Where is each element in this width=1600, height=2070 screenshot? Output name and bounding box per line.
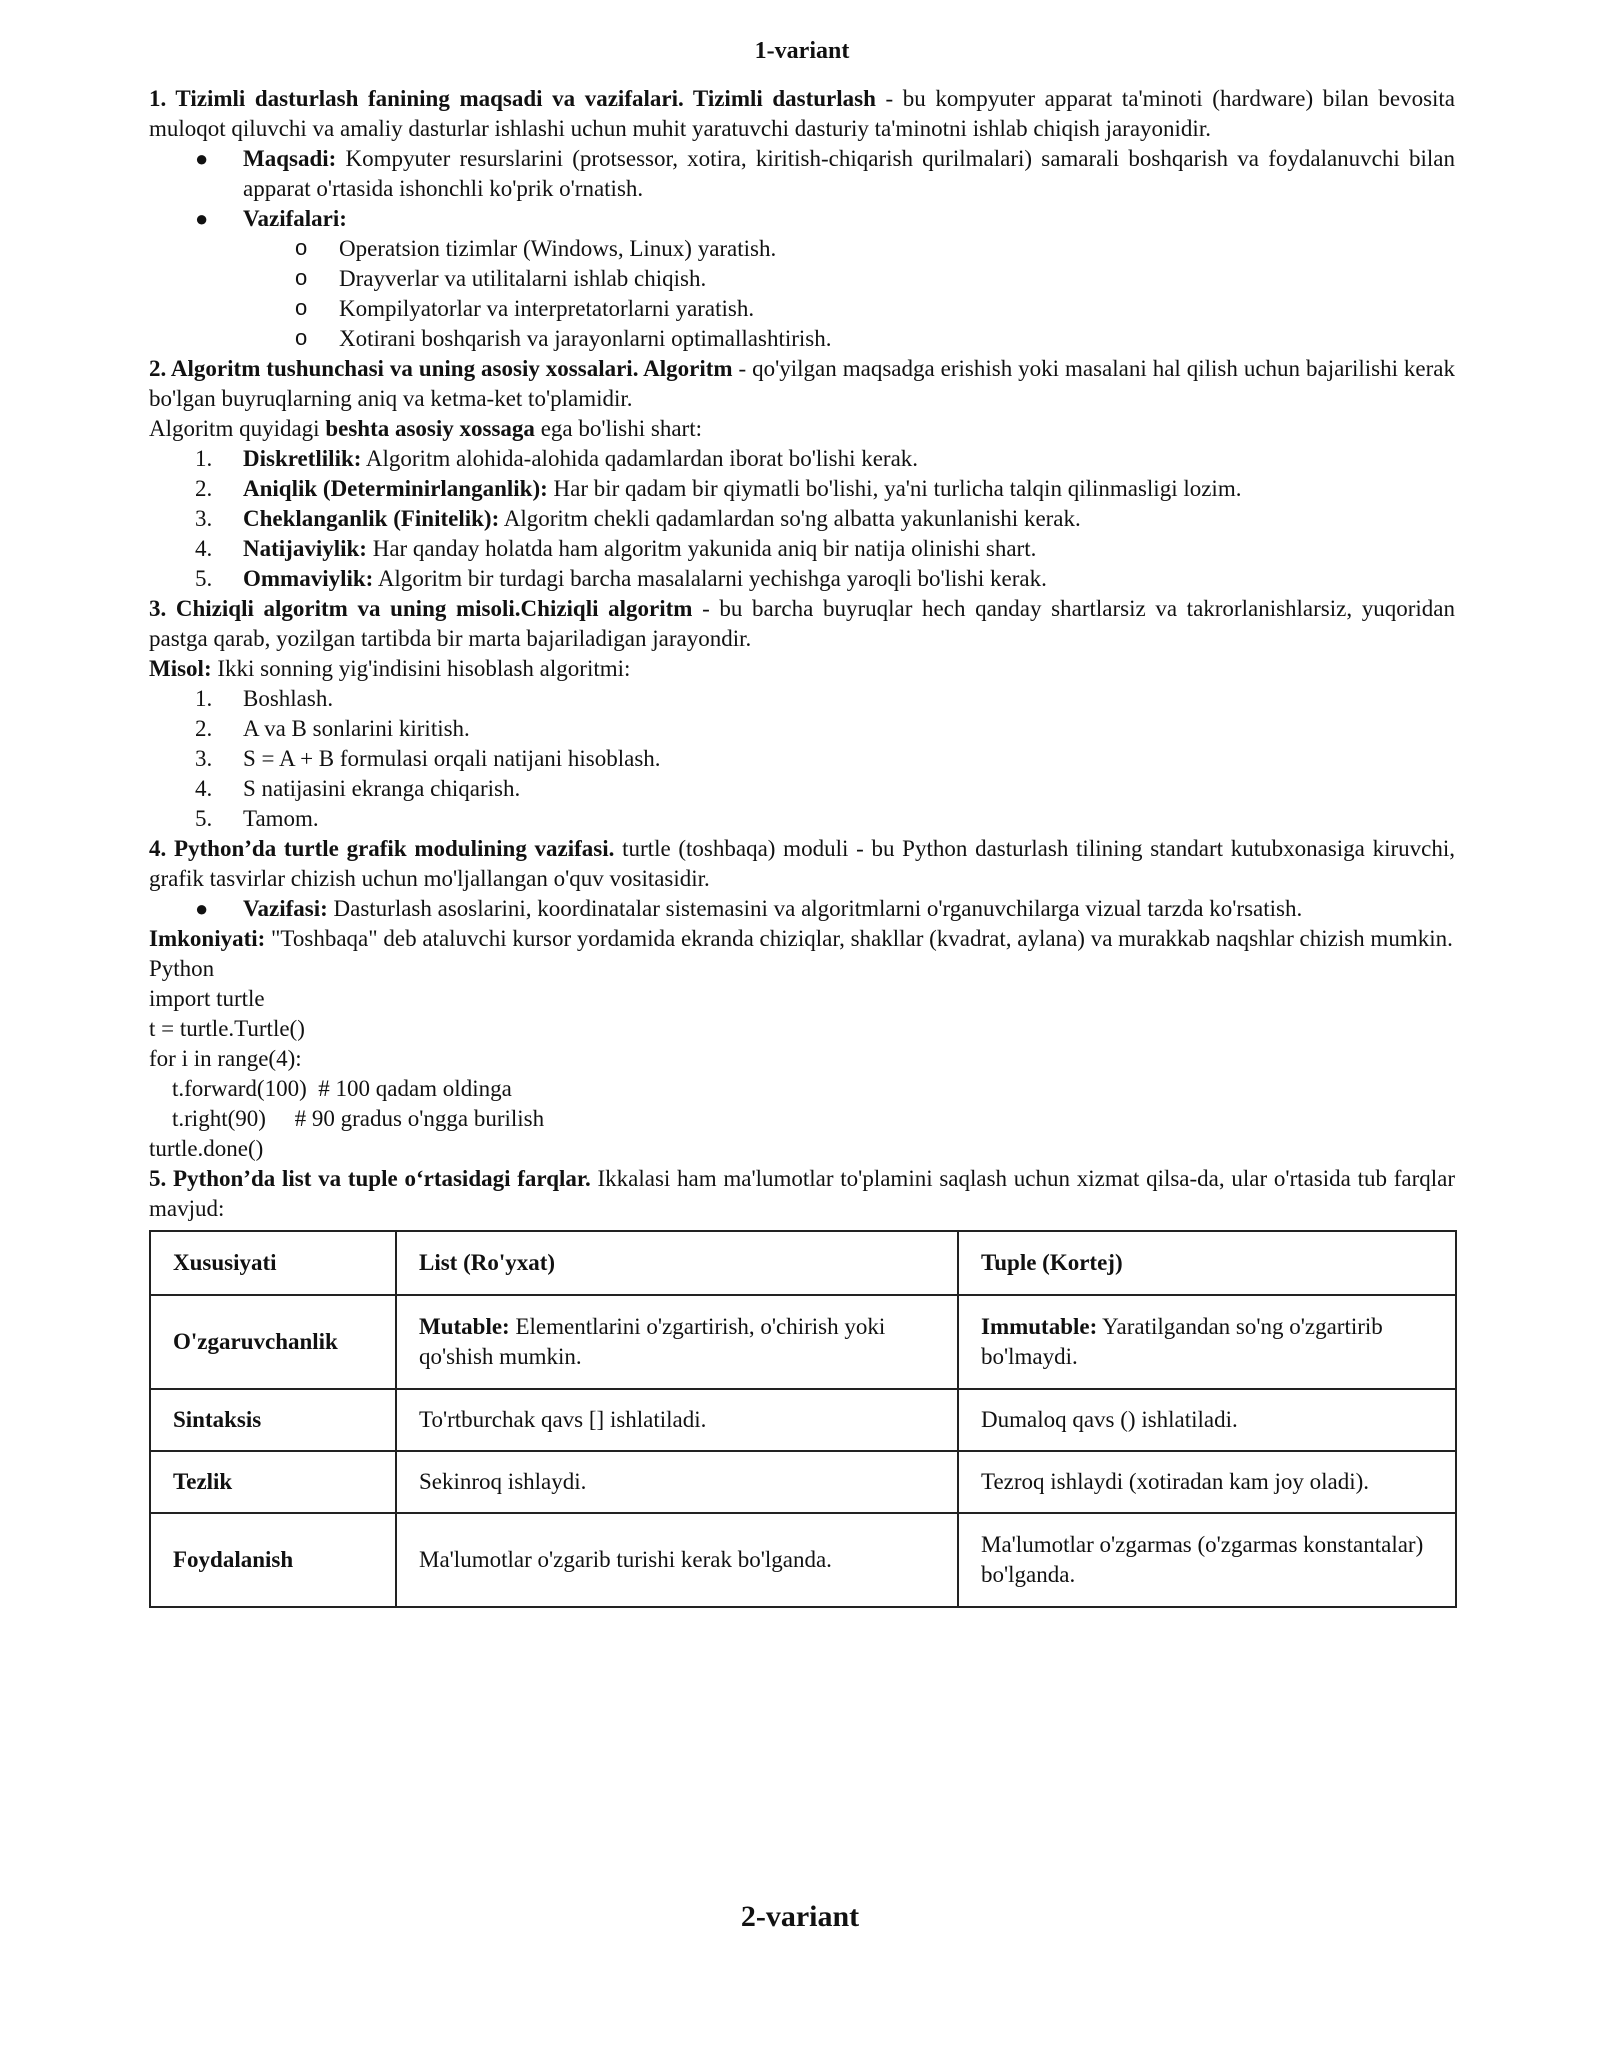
task-text: Operatsion tizimlar (Windows, Linux) yaratish. bbox=[339, 236, 777, 261]
table-header-cell: Tuple (Kortej) bbox=[958, 1231, 1456, 1295]
list-item bbox=[149, 204, 1455, 234]
table-header-cell: List (Ro'yxat) bbox=[396, 1231, 958, 1295]
cell-text: Yaratilgandan so'ng o'zgartirib bo'lmaydi. bbox=[981, 1314, 1383, 1369]
table-header-cell: Xususiyati bbox=[150, 1231, 396, 1295]
list-item bbox=[149, 684, 1455, 714]
variant-2-title: 2-variant bbox=[740, 1900, 860, 1933]
code-line: Python bbox=[149, 956, 215, 981]
cell-text: Ma'lumotlar o'zgarmas (o'zgarmas konstantalar) bo'lganda. bbox=[981, 1532, 1424, 1587]
task-text: Kompilyatorlar va interpretatorlarni yaratish. bbox=[339, 296, 755, 321]
item-text: Har qanday holatda ham algoritm yakunida aniq bir natija olinishi shart. bbox=[366, 536, 1037, 561]
bullet-label: Vazifalari: bbox=[243, 206, 347, 231]
table-row bbox=[150, 1389, 1456, 1451]
example-label: Misol: bbox=[149, 656, 212, 681]
properties-list bbox=[149, 444, 1455, 594]
example-text: Ikki sonning yig'indisini hisoblash algoritmi: bbox=[211, 656, 631, 681]
table-row bbox=[150, 1295, 1456, 1389]
item-number: 2. bbox=[195, 716, 213, 741]
list-item bbox=[149, 714, 1455, 744]
section-4-text: turtle (toshbaqa) moduli - bu Python dasturlash tilining standart kutubxonasiga kiruvchi, grafik tasvirlar chizish uchun mo'ljallangan o'quv vositasidir. bbox=[149, 836, 1455, 891]
document-page bbox=[149, 36, 1455, 1608]
bullet-icon: ● bbox=[195, 206, 209, 231]
intro-text: Algoritm quyidagi bbox=[149, 416, 326, 441]
table-row bbox=[150, 1451, 1456, 1513]
list-item bbox=[149, 294, 1455, 324]
code-block bbox=[149, 954, 1455, 1164]
table-cell-list bbox=[396, 1295, 958, 1389]
section-1-text: - bu kompyuter apparat ta'minoti (hardware) bilan bevosita muloqot qiluvchi va amaliy dasturlar ishlashi uchun muhit yaratuvchi dasturiy ta'minotni ishlab chiqish jarayonidir. bbox=[149, 86, 1456, 141]
cell-text: Dumaloq qavs () ishlatiladi. bbox=[981, 1407, 1238, 1432]
list-item bbox=[149, 504, 1455, 534]
list-item bbox=[149, 564, 1455, 594]
code-line: turtle.done() bbox=[149, 1136, 264, 1161]
section-5-paragraph bbox=[149, 1164, 1455, 1224]
table-cell-tuple bbox=[958, 1389, 1456, 1451]
item-label: Diskretlilik: bbox=[243, 446, 362, 471]
section-4-bullets bbox=[149, 894, 1455, 924]
comparison-table bbox=[149, 1230, 1457, 1608]
item-number: 3. bbox=[195, 506, 213, 531]
table-cell-tuple bbox=[958, 1451, 1456, 1513]
circle-bullet-icon: o bbox=[295, 295, 308, 320]
item-number: 5. bbox=[195, 806, 213, 831]
tasks-list bbox=[149, 234, 1455, 354]
table-cell-list bbox=[396, 1451, 958, 1513]
code-line: for i in range(4): bbox=[149, 1046, 302, 1071]
cell-text: Sekinroq ishlaydi. bbox=[419, 1469, 587, 1494]
list-item bbox=[149, 264, 1455, 294]
cell-text: Ma'lumotlar o'zgarib turishi kerak bo'lganda. bbox=[419, 1547, 832, 1572]
table-cell-list bbox=[396, 1389, 958, 1451]
section-4-heading: 4. Python’da turtle grafik modulining vazifasi. bbox=[149, 836, 615, 861]
item-text: Tamom. bbox=[243, 806, 319, 831]
intro-text: ega bo'lishi shart: bbox=[534, 416, 702, 441]
item-number: 4. bbox=[195, 776, 213, 801]
bullet-icon: ● bbox=[195, 896, 209, 921]
section-2-paragraph bbox=[149, 354, 1455, 414]
section-5-heading: 5. Python’da list va tuple o‘rtasidagi farqlar. bbox=[149, 1166, 591, 1191]
list-item bbox=[149, 444, 1455, 474]
table-header-row bbox=[150, 1231, 1456, 1295]
cell-bold: Mutable: bbox=[419, 1314, 510, 1339]
section-2-text: - qo'yilgan maqsadga erishish yoki masalani hal qilish uchun bajarilishi kerak bo'lgan buyruqlarning aniq va ketma-ket to'plamidir. bbox=[149, 356, 1456, 411]
table-cell-list bbox=[396, 1513, 958, 1607]
item-text: S = A + B formulasi orqali natijani hisoblash. bbox=[243, 746, 661, 771]
code-line: t = turtle.Turtle() bbox=[149, 1016, 305, 1041]
circle-bullet-icon: o bbox=[295, 235, 308, 260]
code-line: t.forward(100) # 100 qadam oldinga bbox=[149, 1076, 512, 1101]
bullet-text: Dasturlash asoslarini, koordinatalar sistemasini va algoritmlarni o'rganuvchilarga vizual tarzda ko'rsatish. bbox=[327, 896, 1303, 921]
task-text: Xotirani boshqarish va jarayonlarni optimallashtirish. bbox=[339, 326, 832, 351]
example-line bbox=[149, 654, 1455, 684]
table-cell-property: O'zgaruvchanlik bbox=[150, 1295, 396, 1389]
list-item bbox=[149, 744, 1455, 774]
item-label: Natijaviylik: bbox=[243, 536, 367, 561]
cell-text: Elementlarini o'zgartirish, o'chirish yoki qo'shish mumkin. bbox=[419, 1314, 886, 1369]
circle-bullet-icon: o bbox=[295, 265, 308, 290]
circle-bullet-icon: o bbox=[295, 325, 308, 350]
code-line: t.right(90) # 90 gradus o'ngga burilish bbox=[149, 1106, 545, 1131]
table-cell-tuple bbox=[958, 1295, 1456, 1389]
bullet-label: Maqsadi: bbox=[243, 146, 337, 171]
cell-text: Tezroq ishlaydi (xotiradan kam joy oladi). bbox=[981, 1469, 1370, 1494]
table-cell-property: Foydalanish bbox=[150, 1513, 396, 1607]
intro-bold: beshta asosiy xossaga bbox=[325, 416, 535, 441]
cell-bold: Immutable: bbox=[981, 1314, 1098, 1339]
capability-text: "Toshbaqa" deb ataluvchi kursor yordamida ekranda chiziqlar, shakllar (kvadrat, aylana) va murakkab naqshlar chizish mumkin. bbox=[265, 926, 1453, 951]
cell-text: To'rtburchak qavs [] ishlatiladi. bbox=[419, 1407, 707, 1432]
item-text: Algoritm bir turdagi barcha masalalarni yechishga yaroqli bo'lishi kerak. bbox=[373, 566, 1047, 591]
list-item bbox=[149, 894, 1455, 924]
item-number: 3. bbox=[195, 746, 213, 771]
item-text: Boshlash. bbox=[243, 686, 334, 711]
item-label: Ommaviylik: bbox=[243, 566, 374, 591]
section-5-text: Ikkalasi ham ma'lumotlar to'plamini saqlash uchun xizmat qilsa-da, ular o'rtasida tub farqlar mavjud: bbox=[149, 1166, 1455, 1221]
bullet-icon: ● bbox=[195, 146, 209, 171]
item-label: Aniqlik (Determinirlanganlik): bbox=[243, 476, 548, 501]
list-item bbox=[149, 774, 1455, 804]
section-1-bullets bbox=[149, 144, 1455, 234]
capability-paragraph bbox=[149, 924, 1455, 954]
item-number: 5. bbox=[195, 566, 213, 591]
list-item bbox=[149, 474, 1455, 504]
section-2-heading: 2. Algoritm tushunchasi va uning asosiy xossalari. Algoritm bbox=[149, 356, 733, 381]
item-label: Cheklanganlik (Finitelik): bbox=[243, 506, 500, 531]
item-text: Algoritm alohida-alohida qadamlardan iborat bo'lishi kerak. bbox=[361, 446, 919, 471]
code-line: import turtle bbox=[149, 986, 265, 1011]
item-text: Har bir qadam bir qiymatli bo'lishi, ya'ni turlicha talqin qilinmasligi lozim. bbox=[547, 476, 1242, 501]
table-row bbox=[150, 1513, 1456, 1607]
section-3-text: - bu barcha buyruqlar hech qanday shartlarsiz va takrorlanishlarsiz, yuqoridan pastga qarab, yozilgan tartibda bir marta bajariladigan jarayondir. bbox=[149, 596, 1455, 651]
bullet-label: Vazifasi: bbox=[243, 896, 328, 921]
section-3-heading: 3. Chiziqli algoritm va uning misoli.Chiziqli algoritm bbox=[149, 596, 693, 621]
table-cell-property: Tezlik bbox=[150, 1451, 396, 1513]
table-cell-tuple bbox=[958, 1513, 1456, 1607]
list-item bbox=[149, 144, 1455, 204]
section-3-paragraph bbox=[149, 594, 1455, 654]
item-text: S natijasini ekranga chiqarish. bbox=[243, 776, 521, 801]
section-1-heading: 1. Tizimli dasturlash fanining maqsadi va vazifalari. Tizimli dasturlash bbox=[149, 86, 876, 111]
item-text: Algoritm chekli qadamlardan so'ng albatta yakunlanishi kerak. bbox=[499, 506, 1081, 531]
task-text: Drayverlar va utilitalarni ishlab chiqish. bbox=[339, 266, 707, 291]
variant-title: 1-variant bbox=[754, 38, 850, 64]
steps-list bbox=[149, 684, 1455, 834]
list-item bbox=[149, 324, 1455, 354]
bullet-text: Kompyuter resurslarini (protsessor, xotira, kiritish-chiqarish qurilmalari) samarali boshqarish va foydalanuvchi bilan apparat o'rtasida ishonchli ko'prik o'rnatish. bbox=[243, 146, 1455, 201]
list-item bbox=[149, 804, 1455, 834]
item-number: 2. bbox=[195, 476, 213, 501]
section-1-paragraph bbox=[149, 84, 1455, 144]
list-item bbox=[149, 234, 1455, 264]
table-cell-property: Sintaksis bbox=[150, 1389, 396, 1451]
section-4-paragraph bbox=[149, 834, 1455, 894]
capability-label: Imkoniyati: bbox=[149, 926, 266, 951]
item-text: A va B sonlarini kiritish. bbox=[243, 716, 470, 741]
item-number: 4. bbox=[195, 536, 213, 561]
section-2-intro bbox=[149, 414, 1455, 444]
item-number: 1. bbox=[195, 446, 213, 471]
item-number: 1. bbox=[195, 686, 213, 711]
list-item bbox=[149, 534, 1455, 564]
